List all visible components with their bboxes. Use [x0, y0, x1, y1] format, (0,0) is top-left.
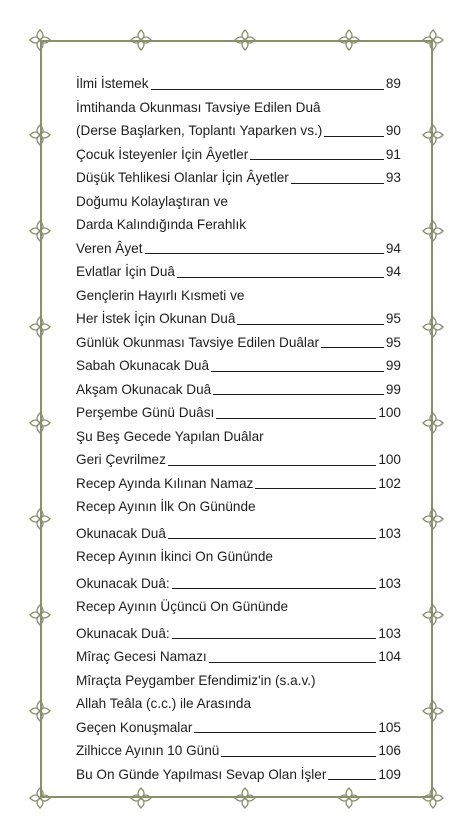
toc-entry: [76, 763, 401, 787]
toc-entry-line: Darda Kalındığında Ferahlık: [76, 217, 247, 232]
floral-ornament-icon: [336, 27, 362, 53]
toc-entry-final-line: [76, 572, 401, 596]
toc-entry-line: Recep Ayının Üçüncü On Gününde: [76, 599, 289, 614]
toc-page-number: 105: [378, 719, 401, 735]
toc-entry-final-line: [76, 472, 401, 496]
toc-entry-line: İmtihanda Okunması Tavsiye Edilen Duâ: [76, 99, 321, 115]
floral-ornament-icon: [336, 785, 362, 811]
toc-entry-title: Çocuk İsteyenler İçin Âyetler: [76, 146, 249, 162]
floral-ornament-icon: [27, 218, 53, 244]
floral-ornament-icon: [27, 314, 53, 340]
toc-entry: [76, 143, 401, 167]
floral-ornament-icon: [27, 602, 53, 628]
toc-entry-line: Şu Beş Gecede Yapılan Duâlar: [76, 428, 264, 444]
toc-page-number: 91: [385, 146, 401, 162]
toc-entry-line: Recep Ayının İkinci On Gününde: [76, 549, 273, 564]
toc-entry-title: Okunacak Duâ: [76, 525, 166, 541]
toc-entry: [76, 669, 401, 740]
toc-entry-title: Veren Âyet: [76, 240, 143, 256]
toc-entry: [76, 166, 401, 190]
toc-entry-final-line: [76, 307, 401, 331]
toc-page-number: 103: [378, 525, 401, 541]
toc-leader-line: [250, 159, 384, 160]
toc-page-number: 100: [378, 405, 401, 420]
toc-entry: [76, 72, 401, 96]
floral-ornament-icon: [420, 218, 446, 244]
toc-entry-line: Recep Ayının İlk On Gününde: [76, 499, 256, 514]
floral-ornament-icon: [27, 410, 53, 436]
toc-entry-line: Allah Teâla (c.c.) ile Arasında: [76, 696, 252, 711]
toc-entry: [76, 495, 401, 545]
toc-page-number: 95: [385, 334, 401, 350]
toc-entry: [76, 425, 401, 472]
toc-page-number: 103: [378, 575, 401, 591]
toc-entry-title: Zilhicce Ayının 10 Günü: [76, 743, 220, 758]
table-of-contents: [76, 72, 401, 786]
toc-page-number: 95: [385, 311, 401, 326]
toc-entry: [76, 401, 401, 425]
toc-entry: [76, 378, 401, 402]
toc-entry: [76, 645, 401, 669]
floral-ornament-icon: [128, 785, 154, 811]
toc-entry-final-line: [76, 237, 401, 261]
toc-entry-final-line: [76, 260, 401, 284]
toc-entry-final-line: [76, 763, 401, 787]
toc-page-number: 90: [385, 123, 401, 138]
toc-entry-final-line: [76, 378, 401, 402]
toc-entry-final-line: [76, 166, 401, 190]
toc-entry-title: Mîraç Gecesi Namazı: [76, 649, 207, 664]
toc-leader-line: [328, 779, 376, 780]
toc-leader-line: [321, 347, 384, 348]
toc-page-number: 99: [385, 381, 401, 397]
toc-page-number: 103: [378, 625, 401, 641]
toc-entry: [76, 545, 401, 595]
toc-page-number: 94: [385, 264, 401, 279]
toc-page-number: 109: [378, 766, 401, 782]
toc-entry-final-line: [76, 143, 401, 167]
toc-entry-final-line: [76, 645, 401, 669]
toc-entry: [76, 354, 401, 378]
toc-page-number: 100: [378, 452, 401, 467]
toc-entry-line: Mîraçta Peygamber Efendimiz'in (s.a.v.): [76, 672, 316, 688]
toc-entry-title: Perşembe Günü Duâsı: [76, 405, 215, 420]
toc-entry-line: Gençlerin Hayırlı Kısmeti ve: [76, 287, 245, 303]
floral-ornament-icon: [232, 785, 258, 811]
floral-ornament-icon: [128, 27, 154, 53]
toc-page-number: 104: [378, 649, 401, 664]
floral-ornament-icon: [27, 698, 53, 724]
toc-entry: [76, 284, 401, 331]
toc-leader-line: [168, 465, 376, 466]
toc-entry-title: İlmi İstemek: [76, 76, 149, 91]
toc-entry: [76, 331, 401, 355]
toc-entry: [76, 260, 401, 284]
toc-entry-title: Geri Çevrilmez: [76, 452, 166, 467]
toc-leader-line: [213, 394, 384, 395]
toc-entry-final-line: [76, 522, 401, 546]
toc-leader-line: [194, 732, 376, 733]
toc-entry-title: Recep Ayında Kılınan Namaz: [76, 475, 254, 491]
toc-leader-line: [172, 638, 377, 639]
toc-entry-title: Akşam Okunacak Duâ: [76, 381, 212, 397]
toc-leader-line: [168, 538, 376, 539]
toc-entry-title: Bu On Günde Yapılması Sevap Olan İşler: [76, 766, 327, 782]
toc-leader-line: [177, 277, 384, 278]
toc-page-number: 106: [378, 743, 401, 758]
toc-leader-line: [172, 588, 377, 589]
floral-ornament-icon: [232, 27, 258, 53]
toc-entry-title: Sabah Okunacak Duâ: [76, 358, 210, 373]
floral-ornament-icon: [420, 785, 446, 811]
floral-ornament-icon: [27, 122, 53, 148]
floral-ornament-icon: [420, 506, 446, 532]
toc-entry: [76, 96, 401, 143]
floral-ornament-icon: [420, 27, 446, 53]
toc-entry-final-line: [76, 401, 401, 425]
toc-entry-title: Geçen Konuşmalar: [76, 719, 193, 735]
toc-leader-line: [255, 488, 376, 489]
floral-ornament-icon: [420, 122, 446, 148]
toc-page-number: 93: [385, 170, 401, 185]
toc-entry-final-line: [76, 716, 401, 740]
toc-leader-line: [145, 253, 384, 254]
toc-entry-title: Evlatlar İçin Duâ: [76, 264, 175, 279]
toc-page-number: 99: [385, 358, 401, 373]
toc-entry: [76, 595, 401, 645]
floral-ornament-icon: [420, 314, 446, 340]
toc-entry-title: Düşük Tehlikesi Olanlar İçin Âyetler: [76, 170, 289, 185]
toc-entry-title: Günlük Okunması Tavsiye Edilen Duâlar: [76, 334, 320, 350]
toc-entry-title: Okunacak Duâ:: [76, 575, 170, 591]
toc-entry-final-line: [76, 354, 401, 378]
toc-leader-line: [151, 89, 384, 90]
floral-ornament-icon: [27, 506, 53, 532]
floral-ornament-icon: [27, 27, 53, 53]
toc-leader-line: [291, 183, 384, 184]
toc-leader-line: [216, 418, 376, 419]
toc-entry-title: Her İstek İçin Okunan Duâ: [76, 311, 236, 326]
toc-entry: [76, 739, 401, 763]
toc-entry-title: Okunacak Duâ:: [76, 625, 170, 641]
toc-leader-line: [211, 371, 384, 372]
toc-entry-final-line: [76, 119, 401, 143]
toc-leader-line: [237, 324, 383, 325]
floral-ornament-icon: [420, 698, 446, 724]
toc-entry-final-line: [76, 622, 401, 646]
toc-leader-line: [209, 662, 377, 663]
floral-ornament-icon: [420, 602, 446, 628]
toc-entry: [76, 190, 401, 261]
floral-ornament-icon: [27, 785, 53, 811]
toc-entry-final-line: [76, 739, 401, 763]
toc-leader-line: [221, 756, 376, 757]
toc-entry-line: Doğumu Kolaylaştıran ve: [76, 193, 228, 209]
toc-entry-final-line: [76, 72, 401, 96]
floral-ornament-icon: [420, 410, 446, 436]
toc-entry-final-line: [76, 448, 401, 472]
toc-entry-final-line: [76, 331, 401, 355]
toc-leader-line: [324, 136, 384, 137]
toc-page-number: 102: [378, 475, 401, 491]
toc-entry-title: (Derse Başlarken, Toplantı Yaparken vs.): [76, 123, 323, 138]
toc-page-number: 89: [385, 76, 401, 91]
toc-entry: [76, 472, 401, 496]
toc-page-number: 94: [385, 240, 401, 256]
